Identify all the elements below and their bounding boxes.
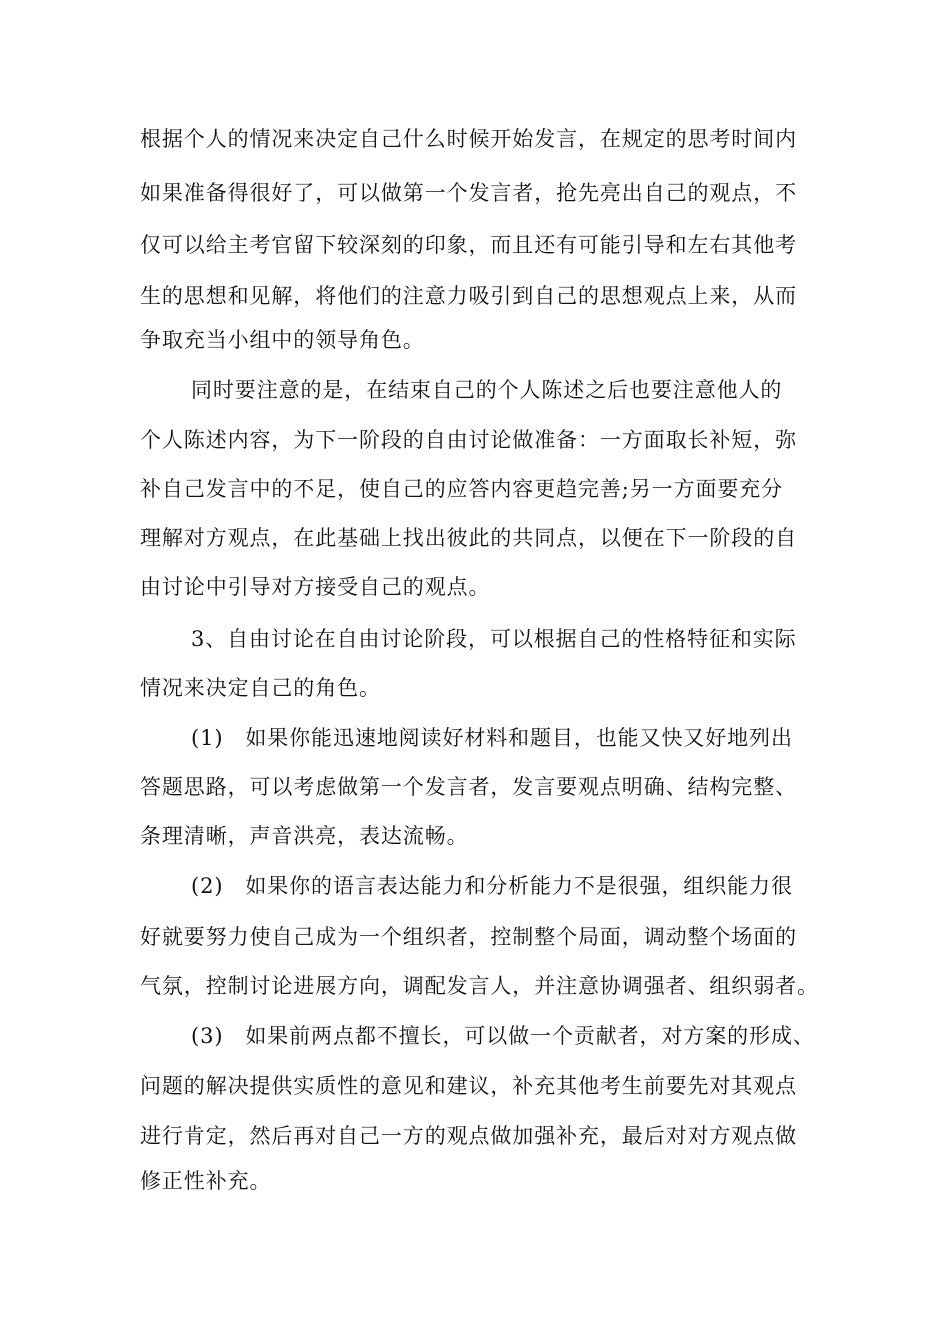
text-line: 由讨论中引导对方接受自己的观点。: [140, 575, 491, 599]
text-line: 根据个人的情况来决定自己什么时候开始发言，在规定的思考时间内: [140, 127, 797, 151]
text-line: 气氛，控制讨论进展方向，调配发言人，并注意协调强者、组织弱者。: [140, 974, 819, 998]
text-line: 争取充当小组中的领导角色。: [140, 328, 425, 352]
text-line: 3、自由讨论在自由讨论阶段，可以根据自己的性格特征和实际: [191, 627, 797, 651]
text-line: 修正性补充。: [140, 1169, 272, 1193]
text-line: 如果准备得很好了，可以做第一个发言者，抢先亮出自己的观点，不: [140, 181, 797, 205]
text-line: 进行肯定，然后再对自己一方的观点做加强补充，最后对对方观点做: [140, 1124, 797, 1148]
text-line: (3) 如果前两点都不擅长，可以做一个贡献者，对方案的形成、: [191, 1024, 815, 1048]
text-line: 同时要注意的是，在结束自己的个人陈述之后也要注意他人的: [191, 378, 783, 402]
text-line: (2) 如果你的语言表达能力和分析能力不是很强，组织能力很: [191, 874, 793, 898]
text-line: 理解对方观点，在此基础上找出彼此的共同点，以便在下一阶段的自: [140, 526, 797, 550]
text-line: 情况来决定自己的角色。: [140, 676, 381, 700]
text-line: 好就要努力使自己成为一个组织者，控制整个局面，调动整个场面的: [140, 925, 797, 949]
text-line: 仅可以给主考官留下较深刻的印象，而且还有可能引导和左右其他考: [140, 233, 797, 257]
text-line: 条理清晰，声音洪亮，表达流畅。: [140, 824, 469, 848]
text-line: 答题思路，可以考虑做第一个发言者，发言要观点明确、结构完整、: [140, 775, 797, 799]
text-line: (1) 如果你能迅速地阅读好材料和题目，也能又快又好地列出: [191, 726, 793, 750]
text-line: 个人陈述内容，为下一阶段的自由讨论做准备：一方面取长补短，弥: [140, 428, 797, 452]
text-line: 补自己发言中的不足，使自己的应答内容更趋完善;另一方面要充分: [140, 477, 784, 501]
text-line: 问题的解决提供实质性的意见和建议，补充其他考生前要先对其观点: [140, 1074, 797, 1098]
text-line: 生的思想和见解，将他们的注意力吸引到自己的思想观点上来，从而: [140, 284, 797, 308]
